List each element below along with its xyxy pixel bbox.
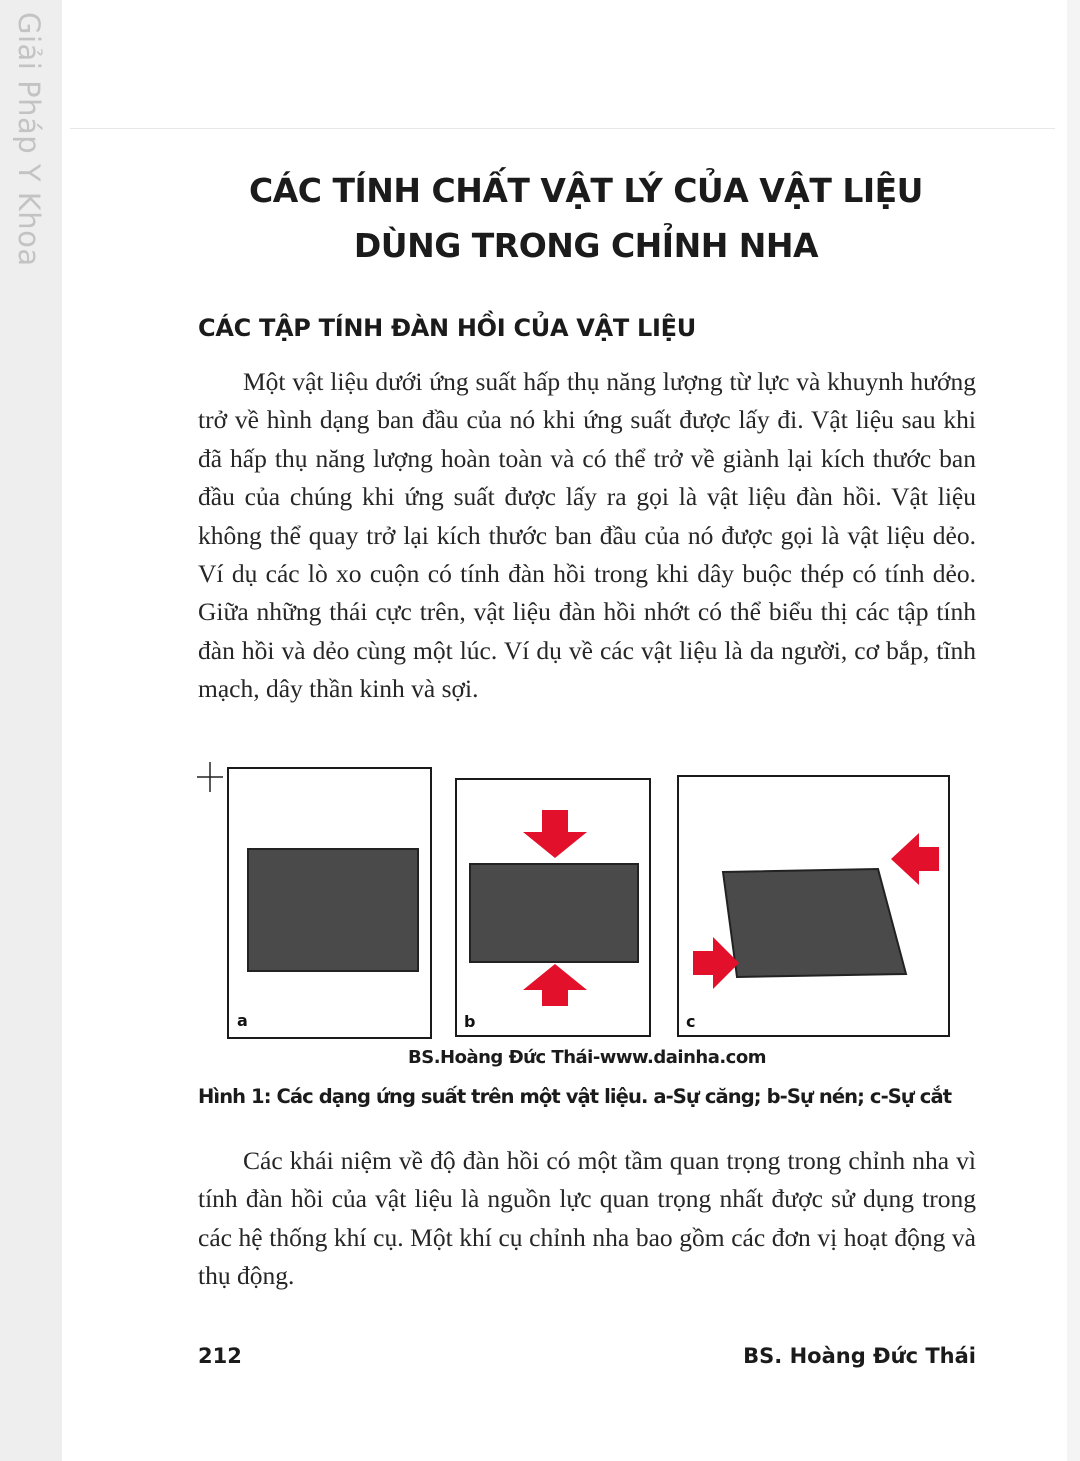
shear-arrow-left-icon [891, 833, 939, 885]
panel-label-a: a [237, 1011, 248, 1030]
figure-panel-b [455, 778, 651, 1037]
compression-arrow-down-icon [523, 810, 587, 858]
compression-arrow-up-icon [523, 964, 587, 1006]
registration-mark-icon [197, 762, 223, 792]
page-number: 212 [198, 1344, 242, 1368]
chapter-title-line-1: CÁC TÍNH CHẤT VẬT LÝ CỦA VẬT LIỆU [249, 171, 923, 210]
body-paragraph-2: Các khái niệm về độ đàn hồi có một tầm quan trọng trong chỉnh nha vì tính đàn hồi của vật liệu là nguồn lực quan trọng nhất được sử dụng trong các hệ thống khí cụ. Một khí cụ chỉnh nha bao gồm các đơn vị hoạt động và thụ động. [198, 1146, 976, 1291]
section-heading: CÁC TẬP TÍNH ĐÀN HỒI CỦA VẬT LIỆU [198, 314, 696, 342]
body-paragraph-1: Một vật liệu dưới ứng suất hấp thụ năng lượng từ lực và khuynh hướng trở về hình dạng ban đầu của nó khi ứng suất được lấy đi. Vật liệu sau khi đã hấp thụ năng lượng hoàn toàn và có thể trở về giành lại kích thước ban đầu của chúng khi ứng suất được lấy ra gọi là vật liệu đàn hồi. Vật liệu không thể quay trở lại kích thước ban đầu của nó được gọi là vật liệu dẻo. Ví dụ các lò xo cuộn có tính đàn hồi trong khi dây buộc thép có tính dẻo. Giữa những thái cực trên, vật liệu đàn hồi nhớt có thể biểu thị các tập tính đàn hồi và dẻo cùng một lúc. Ví dụ về các vật liệu là da người, cơ bắp, tĩnh mạch, dây thần kinh và sợi. [198, 367, 976, 704]
figure-caption: Hình 1: Các dạng ứng suất trên một vật liệu. a-Sự căng; b-Sự nén; c-Sự cắt [198, 1085, 952, 1108]
shear-diagram [679, 777, 952, 1039]
chapter-title-line-2: DÙNG TRONG CHỈNH NHA [353, 226, 819, 265]
compression-diagram [457, 780, 653, 1039]
chapter-title [180, 163, 992, 273]
bleed-through-rule [70, 128, 1055, 129]
panel-label-c: c [686, 1012, 696, 1031]
left-margin-strip [0, 0, 62, 1461]
material-block [723, 869, 906, 977]
material-block [248, 849, 418, 971]
material-block [470, 864, 638, 962]
figure-panel-c [677, 775, 950, 1037]
tension-diagram [229, 769, 434, 1041]
footer-author: BS. Hoàng Đức Thái [743, 1344, 976, 1368]
panel-label-b: b [464, 1012, 476, 1031]
page-edge [1067, 0, 1080, 1461]
watermark: Giải Pháp Y Khoa [12, 12, 46, 267]
figure-panel-a [227, 767, 432, 1039]
figure-credit: BS.Hoàng Đức Thái-www.dainha.com [408, 1047, 766, 1068]
